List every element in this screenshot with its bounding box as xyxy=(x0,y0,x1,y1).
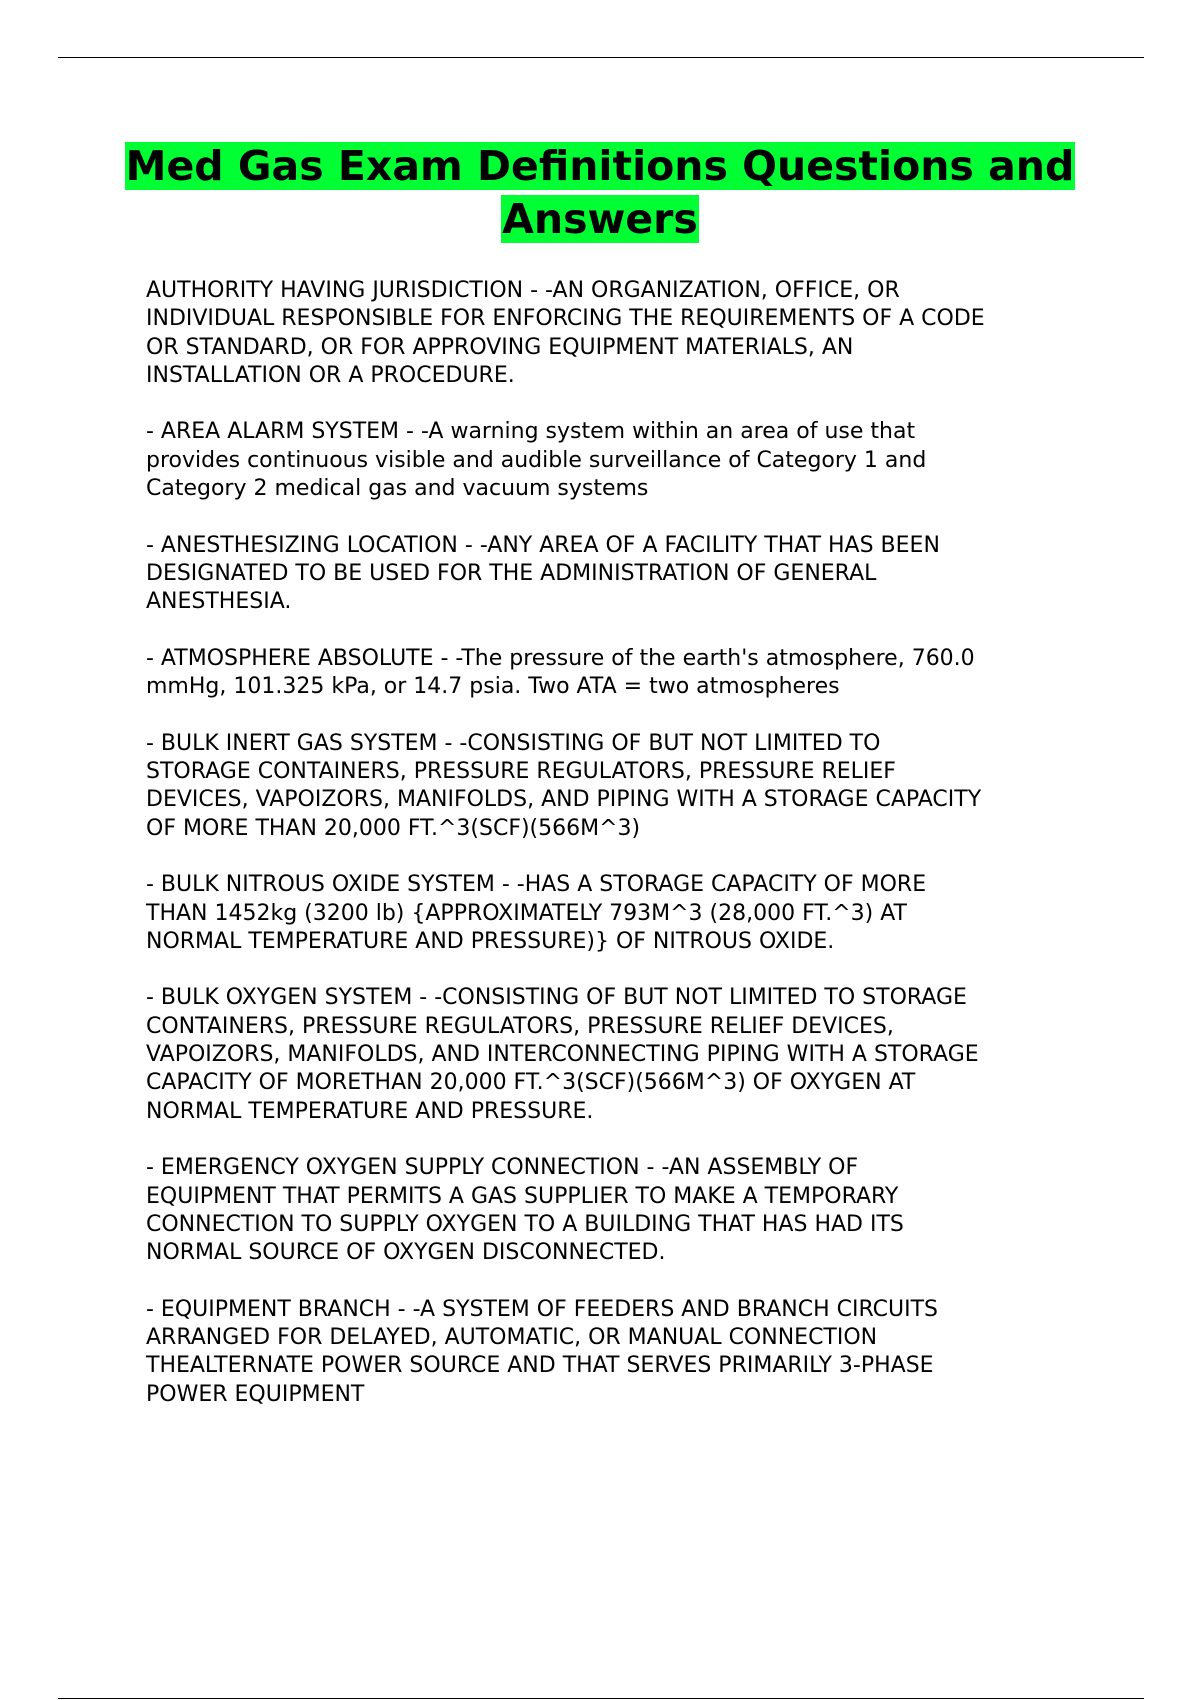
definition-entry: - ATMOSPHERE ABSOLUTE - -The pressure of the earth's atmosphere, 760.0 mmHg, 101.325 kPa, or 14.7 psia. Two ATA = two atmospheres xyxy=(146,645,975,700)
page-title xyxy=(120,140,1080,246)
definition-entry: - BULK INERT GAS SYSTEM - -CONSISTING OF BUT NOT LIMITED TO STORAGE CONTAINERS, PRESSURE REGULATORS, PRESSURE RELIEF DEVICES, VAPOIZORS, MANIFOLDS, AND PIPING WITH A STORAGE CAPACITY OF MORE THAN 20,000 FT.^3(SCF)(566M^3) xyxy=(146,730,982,841)
definition-entry: - AREA ALARM SYSTEM - -A warning system within an area of use that provides continuous visible and audible surveillance of Category 1 and Category 2 medical gas and vacuum systems xyxy=(146,419,927,502)
bottom-rule xyxy=(58,1698,1144,1699)
definition-entry: - BULK NITROUS OXIDE SYSTEM - -HAS A STORAGE CAPACITY OF MORE THAN 1452kg (3200 lb) {APPROXIMATELY 793M^3 (28,000 FT.^3) AT NORMAL TEMPERATURE AND PRESSURE)} OF NITROUS OXIDE. xyxy=(146,872,927,954)
definition-entry: - BULK OXYGEN SYSTEM - -CONSISTING OF BUT NOT LIMITED TO STORAGE CONTAINERS, PRESSURE REGULATORS, PRESSURE RELIEF DEVICES, VAPOIZORS, MANIFOLDS, AND INTERCONNECTING PIPING WITH A STORAGE CAPACITY OF MORETHAN 20,000 FT.^3(SCF)(566M^3) OF OXYGEN AT NORMAL TEMPERATURE AND PRESSURE. xyxy=(146,985,979,1124)
definition-entry: - ANESTHESIZING LOCATION - -ANY AREA OF A FACILITY THAT HAS BEEN DESIGNATED TO BE USED FOR THE ADMINISTRATION OF GENERAL ANESTHESIA. xyxy=(146,532,940,615)
definition-entry: - EMERGENCY OXYGEN SUPPLY CONNECTION - -AN ASSEMBLY OF EQUIPMENT THAT PERMITS A GAS SUPPLIER TO MAKE A TEMPORARY CONNECTION TO SUPPLY OXYGEN TO A BUILDING THAT HAS HAD ITS NORMAL SOURCE OF OXYGEN DISCONNECTED. xyxy=(146,1155,904,1266)
title-highlight: Med Gas Exam Definitions Questions and Answers xyxy=(125,142,1075,243)
top-rule xyxy=(58,57,1144,58)
definitions-list xyxy=(146,277,1086,1437)
definition-entry: AUTHORITY HAVING JURISDICTION - -AN ORGANIZATION, OFFICE, OR INDIVIDUAL RESPONSIBLE FOR ENFORCING THE REQUIREMENTS OF A CODE OR STANDARD, OR FOR APPROVING EQUIPMENT MATERIALS, AN INSTALLATION OR A PROCEDURE. xyxy=(146,278,985,388)
definition-entry: - EQUIPMENT BRANCH - -A SYSTEM OF FEEDERS AND BRANCH CIRCUITS ARRANGED FOR DELAYED, AUTOMATIC, OR MANUAL CONNECTION THEALTERNATE POWER SOURCE AND THAT SERVES PRIMARILY 3-PHASE POWER EQUIPMENT xyxy=(146,1296,939,1407)
